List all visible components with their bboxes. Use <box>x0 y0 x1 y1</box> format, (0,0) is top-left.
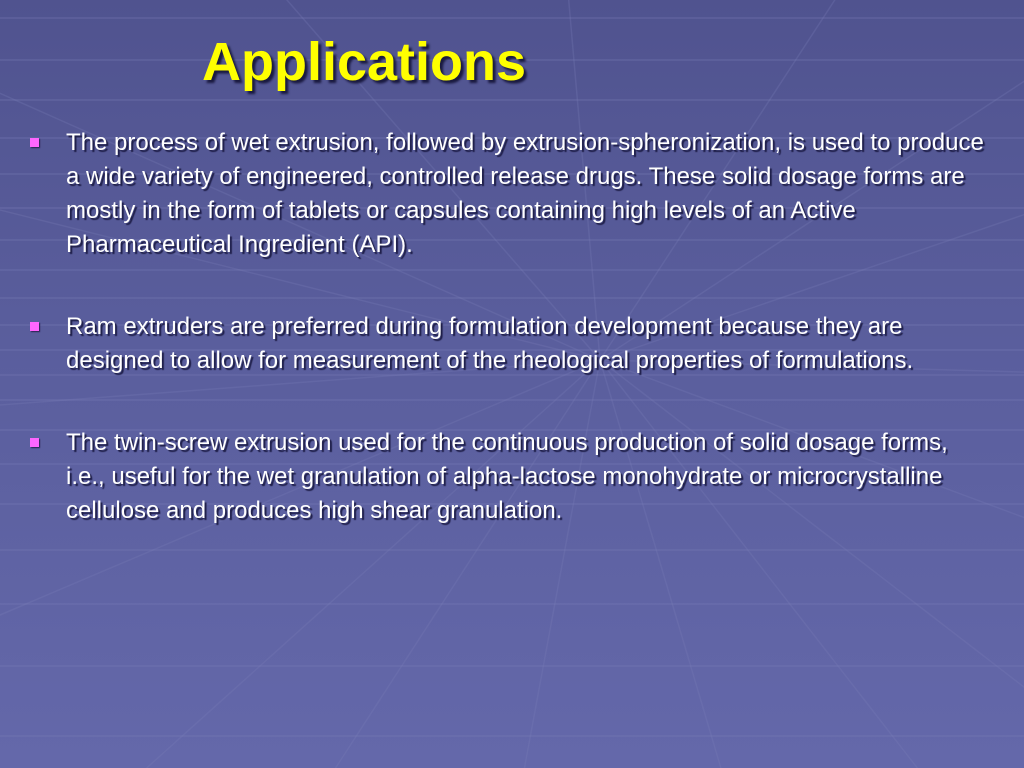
bullet-item <box>28 426 988 528</box>
square-bullet-icon <box>30 138 39 147</box>
square-bullet-icon <box>30 322 39 331</box>
square-bullet-icon <box>30 438 39 447</box>
bullet-list <box>28 126 988 528</box>
bullet-text: The process of wet extrusion, followed by extrusion-spheronization, is used to produce a wide variety of engineered, controlled release drugs. These solid dosage forms are mostly in the form of tablets or capsules containing high levels of an Active Pharmaceutical Ingredient (API). <box>66 129 984 258</box>
bullet-text: The twin-screw extrusion used for the continuous production of solid dosage forms, i.e., useful for the wet granulation of alpha-lactose monohydrate or microcrystalline cellulose and produces high shear granulation. <box>66 429 948 524</box>
bullet-item <box>28 310 988 378</box>
bullet-item <box>28 126 988 262</box>
bullet-text: Ram extruders are preferred during formulation development because they are designed to allow for measurement of the rheological properties of formulations. <box>66 313 914 374</box>
slide-title: Applications <box>202 32 527 92</box>
